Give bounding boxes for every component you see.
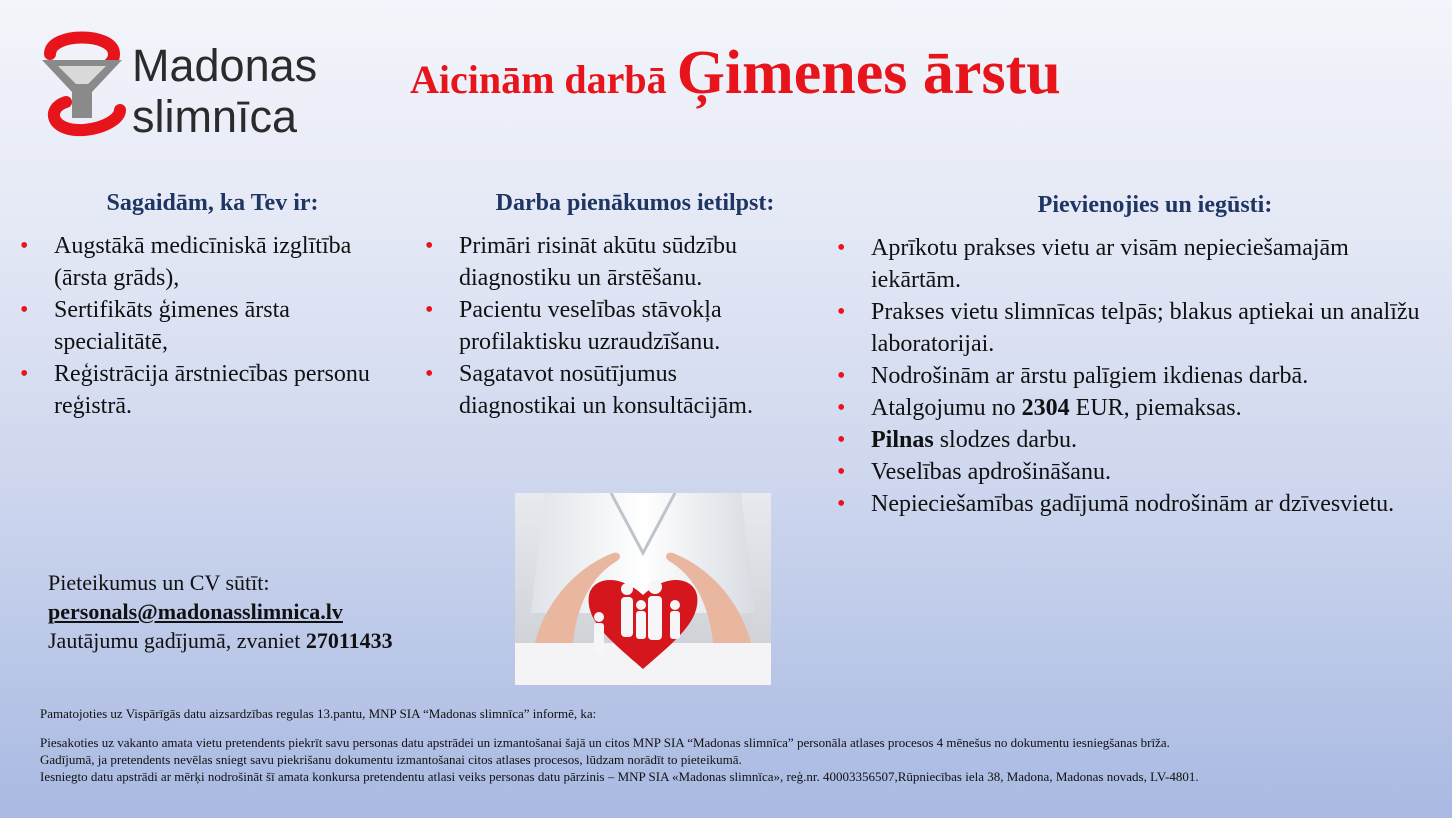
column2-list — [425, 230, 800, 422]
workload-bold: Pilnas — [871, 427, 934, 453]
salary-prefix: Atalgojumu no — [871, 395, 1022, 421]
salary-suffix: EUR, piemaksas. — [1069, 395, 1242, 421]
logo-line2: slimnīca — [132, 91, 298, 142]
salary-amount: 2304 — [1021, 395, 1070, 421]
legal-intro: Pamatojoties uz Vispārīgās datu aizsardzības regulas 13.pantu, MNP SIA “Madonas slimnīca” informē, ka: — [40, 706, 597, 721]
list-item — [837, 392, 1427, 424]
list-item: • Reģistrācija ārstniecības personu reģistrā. — [20, 358, 400, 422]
list-item: • Augstākā medicīniskā izglītība (ārsta grāds), — [20, 230, 400, 294]
logo-line1: Madonas — [132, 40, 318, 91]
phone-label: Jautājumu gadījumā, zvaniet — [48, 628, 306, 653]
list-item: • Primāri risināt akūtu sūdzību diagnostiku un ārstēšanu. — [425, 230, 800, 294]
list-item: • Nepieciešamības gadījumā nodrošinām ar dzīvesvietu. — [837, 488, 1427, 520]
phone-number[interactable]: 27011433 — [305, 628, 393, 653]
legal-paragraph: Gadījumā, ja pretendents nevēlas sniegt savu piekrišanu dokumentu izmantošanai citos atlases procesos, lūdzam norādīt to pieteikumā. — [40, 752, 742, 767]
contact-intro: Pieteikumus un CV sūtīt: — [48, 570, 270, 595]
list-item: • Sertifikāts ģimenes ārsta specialitātē, — [20, 294, 400, 358]
list-item: • Veselības apdrošināšanu. — [837, 456, 1427, 488]
list-item: • Sagatavot nosūtījumus diagnostikai un konsultācijām. — [425, 358, 800, 422]
list-item: • Pacientu veselības stāvokļa profilaktisku uzraudzīšanu. — [425, 294, 800, 358]
column1-title: Sagaidām, ka Tev ir: — [106, 190, 319, 216]
headline — [410, 38, 1061, 109]
email-link[interactable]: personals@madonasslimnica.lv — [48, 599, 343, 624]
phone-line — [48, 626, 393, 655]
list-item: • Aprīkotu prakses vietu ar visām nepieciešamajām iekārtām. — [837, 232, 1427, 296]
doctor-heart-photo — [515, 493, 771, 685]
list-item: • Nodrošinām ar ārstu palīgiem ikdienas darbā. — [837, 360, 1427, 392]
column1-list — [20, 230, 400, 422]
list-item: • Prakses vietu slimnīcas telpās; blakus aptiekai un analīžu laboratorijai. — [837, 296, 1427, 360]
doctor-hands-heart-icon — [515, 493, 771, 685]
legal-body — [40, 734, 1444, 785]
hospital-logo — [36, 22, 336, 144]
list-item — [837, 424, 1427, 456]
headline-part1: Aicinām darbā — [410, 57, 677, 102]
column3-list — [837, 232, 1427, 520]
contact-block — [48, 568, 393, 655]
column3-title: Pievienojies un iegūsti: — [1037, 192, 1273, 218]
legal-paragraph: Piesakoties uz vakanto amata vietu pretendents piekrīt savu personas datu apstrādei un izmantošanai šajā un citos MNP SIA “Madonas slimnīca” personāla atlases procesos 4 mēnešus no dokumentu iesniegšanas brīža. — [40, 735, 1170, 750]
legal-paragraph: Iesniegto datu apstrādi ar mērķi nodrošināt šī amata konkursa pretendentu atlasi veiks personas datu pārzinis – MNP SIA «Madonas slimnīca», reģ.nr. 40003356507,Rūpniecības iela 38, Madona, Madonas novads, LV-4801. — [40, 769, 1199, 784]
logo-emblem-icon — [36, 22, 132, 144]
workload-suffix: slodzes darbu. — [933, 427, 1077, 453]
column2-title: Darba pienākumos ietilpst: — [495, 190, 775, 216]
headline-part2: Ģimenes ārstu — [676, 39, 1061, 107]
